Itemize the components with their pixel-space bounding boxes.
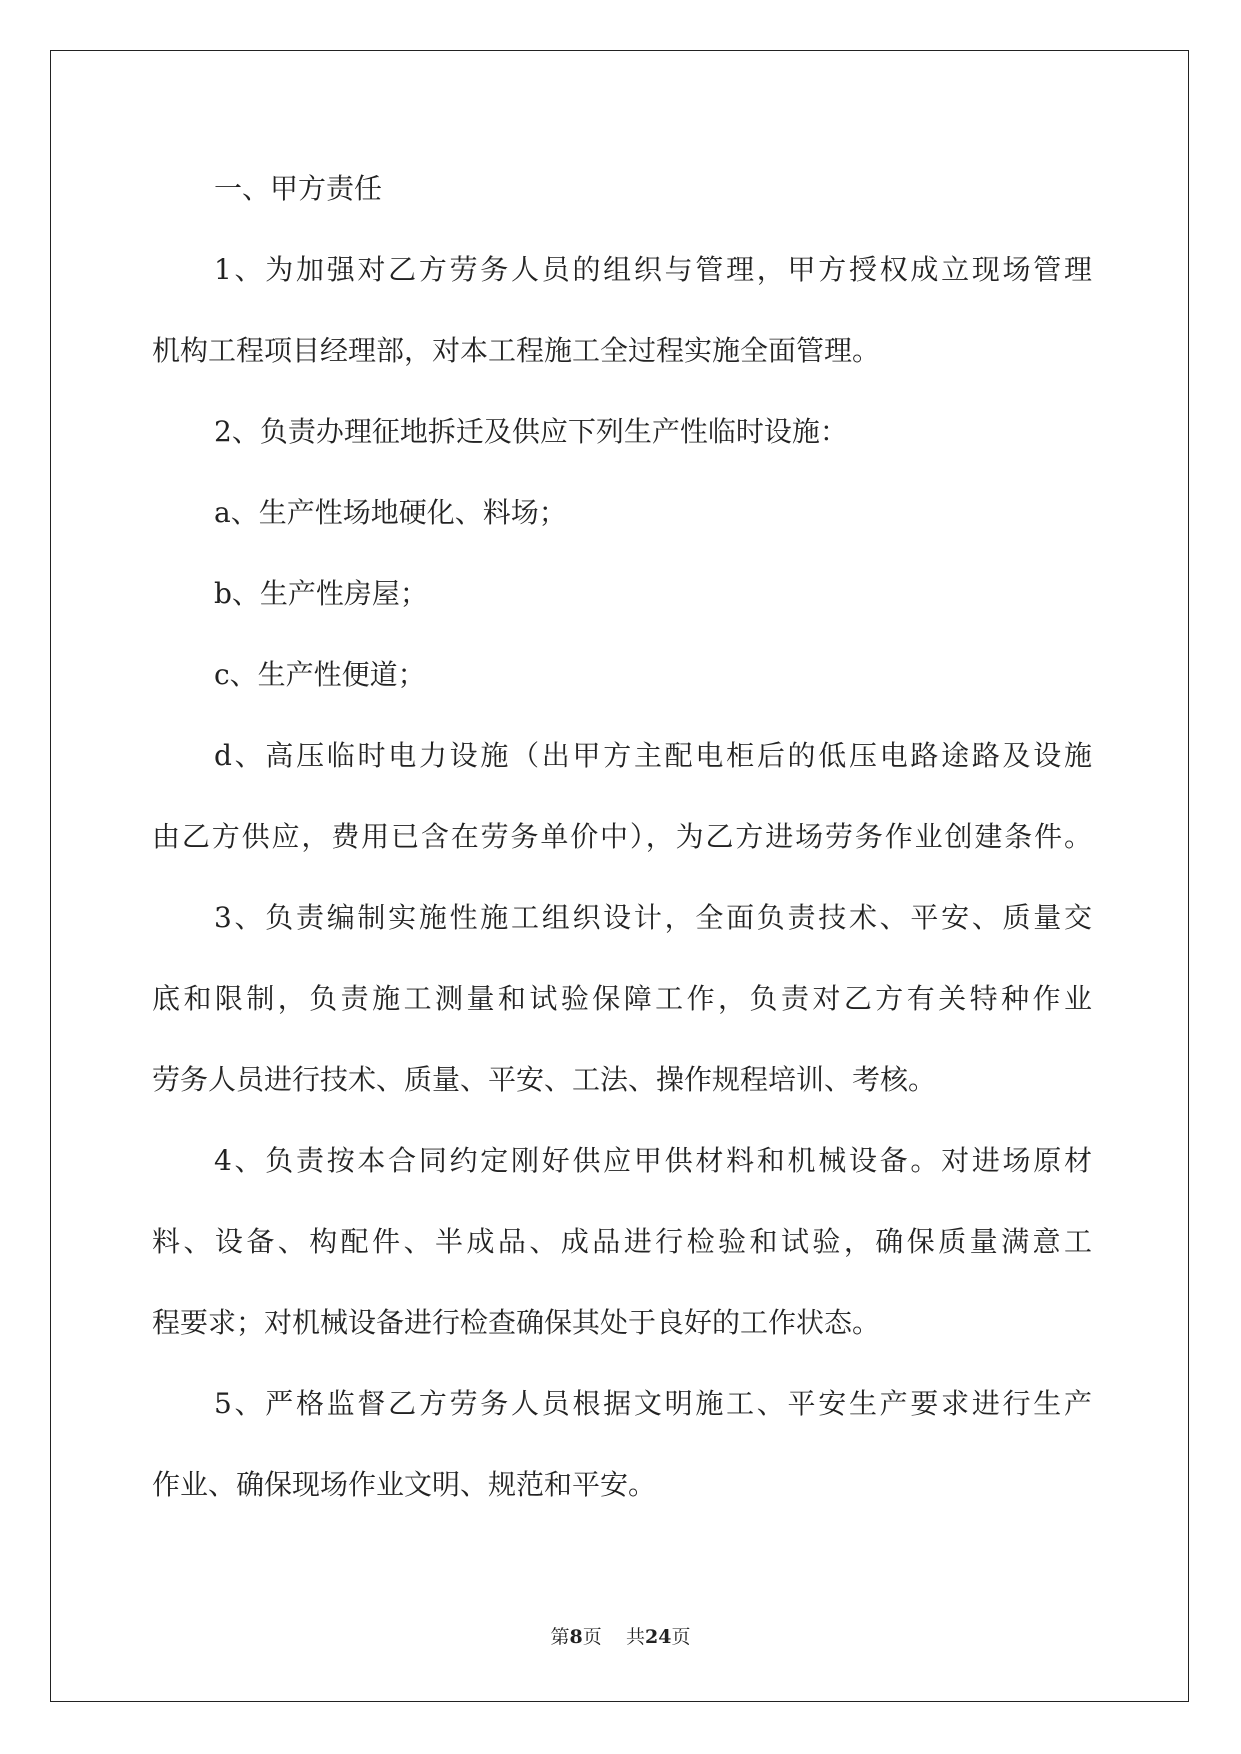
footer-total-suffix: 页 — [671, 1626, 691, 1648]
footer-total-prefix: 共 — [625, 1626, 645, 1648]
text-line: 底和限制，负责施工测量和试验保障工作，负责对乙方有关特种作业 — [152, 982, 1092, 1015]
document-body — [152, 160, 1092, 1537]
text-line: 作业、确保现场作业文明、规范和平安。 — [152, 1468, 657, 1501]
text-line: 机构工程项目经理部，对本工程施工全过程实施全面管理。 — [152, 334, 881, 367]
text-line: a、生产性场地硬化、料场； — [214, 496, 567, 529]
text-line: d、高压临时电力设施（出甲方主配电柜后的低压电路途路及设施 — [214, 739, 1092, 772]
paragraph-lines — [152, 241, 1092, 1537]
footer-page-suffix: 页 — [582, 1626, 602, 1648]
text-line: b、生产性房屋； — [214, 577, 428, 610]
text-line: 程要求；对机械设备进行检查确保其处于良好的工作状态。 — [152, 1306, 881, 1339]
total-pages-number: 24 — [644, 1626, 672, 1648]
text-line: 3、负责编制实施性施工组织设计，全面负责技术、平安、质量交 — [214, 901, 1092, 934]
section-heading: 一、甲方责任 — [214, 172, 383, 205]
text-line: c、生产性便道； — [214, 658, 426, 691]
text-line: 4、负责按本合同约定刚好供应甲供材料和机械设备。对进场原材 — [214, 1144, 1092, 1177]
text-line: 由乙方供应，费用已含在劳务单价中），为乙方进场劳务作业创建条件。 — [152, 820, 1092, 853]
current-page-number: 8 — [569, 1626, 583, 1648]
text-line: 1、为加强对乙方劳务人员的组织与管理，甲方授权成立现场管理 — [214, 253, 1092, 286]
text-line: 料、设备、构配件、半成品、成品进行检验和试验，确保质量满意工 — [152, 1225, 1092, 1258]
text-line: 5、严格监督乙方劳务人员根据文明施工、平安生产要求进行生产 — [214, 1387, 1092, 1420]
footer-prefix: 第 — [550, 1626, 570, 1648]
text-line: 2、负责办理征地拆迁及供应下列生产性临时设施： — [214, 415, 848, 448]
text-line: 劳务人员进行技术、质量、平安、工法、操作规程培训、考核。 — [152, 1063, 937, 1096]
page-footer — [0, 1622, 1241, 1649]
